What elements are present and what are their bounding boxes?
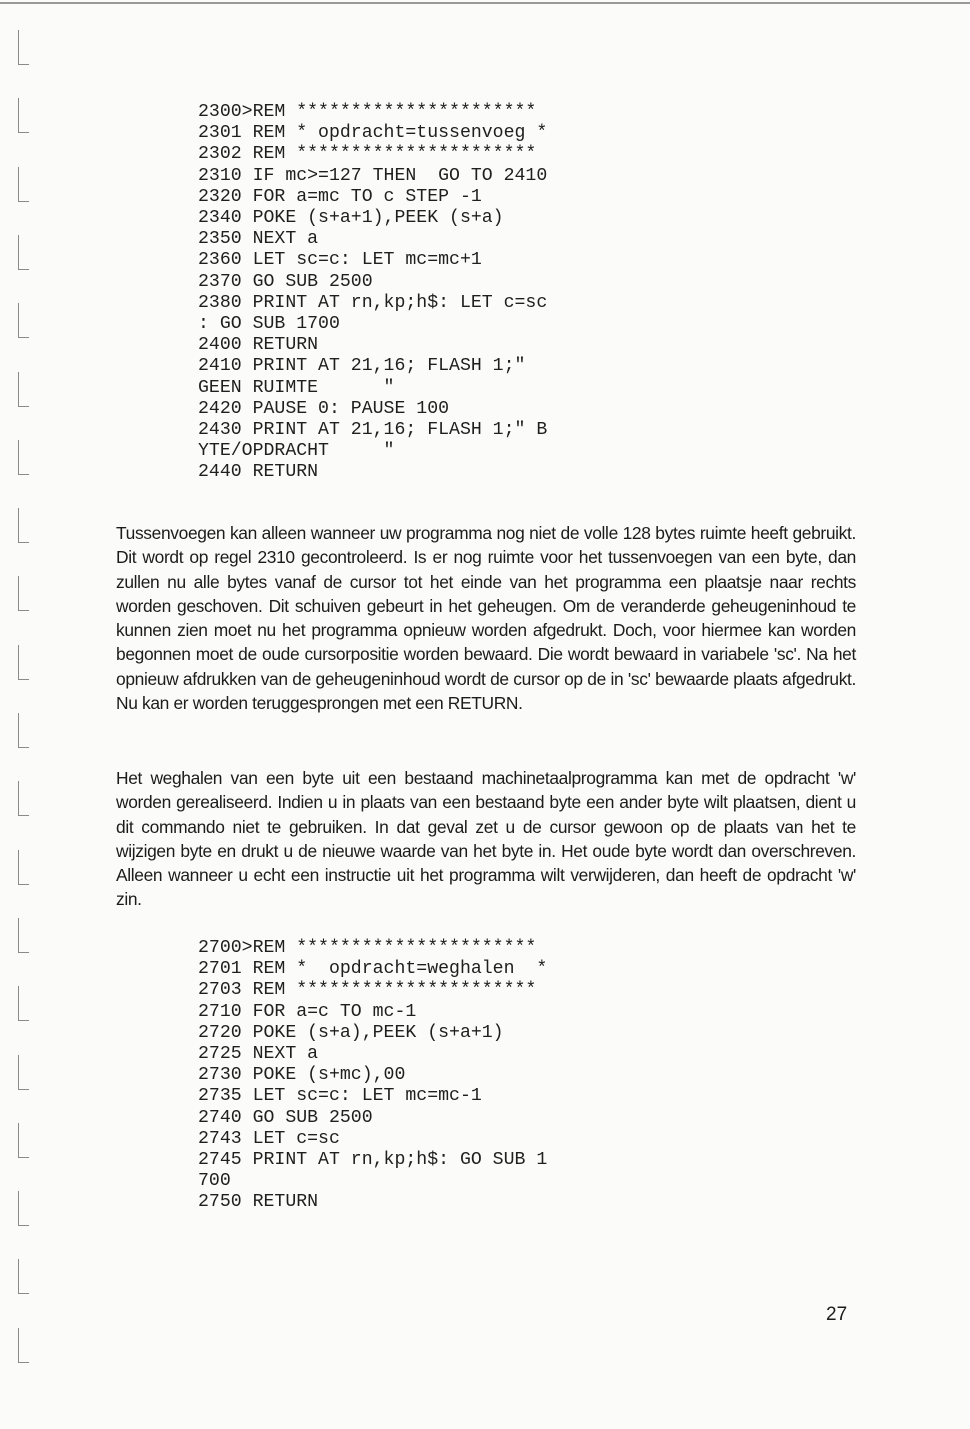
code-listing-tussenvoeg: 2300>REM ********************** 2301 REM * opdracht=tussenvoeg * 2302 REM ********************** 2310 IF mc>=127 THEN GO TO 2410 2320 FOR a=mc TO c STEP -1 2340 POKE (s+a+1),PEEK (s+a) 2350 NEXT a 2360 LET sc=c: LET mc=mc+1 2370 GO SUB 2500 2380 PRINT AT rn,kp;h$: LET c=sc : GO SUB 1700 2400 RETURN 2410 PRINT AT 21,16; FLASH 1;" GEEN RUIMTE " 2420 PAUSE 0: PAUSE 100 2430 PRINT AT 21,16; FLASH 1;" B YTE/OPDRACHT " 2440 RETURN <box>198 102 548 483</box>
binder-hole-mark <box>18 986 29 1021</box>
binder-hole-mark <box>18 98 29 133</box>
binder-hole-mark <box>18 645 29 680</box>
binder-hole-mark <box>18 781 29 816</box>
binder-hole-mark <box>18 1191 29 1226</box>
binder-hole-mark <box>18 918 29 953</box>
binder-hole-mark <box>18 1328 29 1363</box>
binder-holes <box>0 0 40 1429</box>
binder-hole-mark <box>18 850 29 885</box>
binder-hole-mark <box>18 1259 29 1294</box>
page-number: 27 <box>826 1304 848 1325</box>
binder-hole-mark <box>18 235 29 270</box>
page-top-edge <box>0 2 970 4</box>
binder-hole-mark <box>18 30 29 65</box>
binder-hole-mark <box>18 1055 29 1090</box>
binder-hole-mark <box>18 372 29 407</box>
binder-hole-mark <box>18 440 29 475</box>
binder-hole-mark <box>18 167 29 202</box>
paragraph-tussenvoegen: Tussenvoegen kan alleen wanneer uw programma nog niet de volle 128 bytes ruimte heeft gebruikt. Dit wordt op regel 2310 gecontroleerd. Is er nog ruimte voor het tussenvoegen van een byte, dan zullen nu alle bytes vanaf de cursor tot het einde van het programma een plaatsje naar rechts worden geschoven. Dit schuiven gebeurt in het geheugen. Om de veranderde geheugeninhoud te kunnen zien moet nu het programma opnieuw worden afgedrukt. Doch, voor hiermee kan worden begonnen moet de oude cursorpositie worden bewaard. Die wordt bewaard in variabele 'sc'. Na het opnieuw afdrukken van de geheugeninhoud wordt de cursor op de in 'sc' bewaarde plaats afgedrukt. Nu kan er worden teruggesprongen met een RETURN. <box>116 523 856 714</box>
binder-hole-mark <box>18 508 29 543</box>
binder-hole-mark <box>18 713 29 748</box>
binder-hole-mark <box>18 1123 29 1158</box>
binder-hole-mark <box>18 576 29 611</box>
binder-hole-mark <box>18 303 29 338</box>
paragraph-weghalen: Het weghalen van een byte uit een bestaand machinetaalprogramma kan met de opdracht 'w' worden gerealiseerd. Indien u in plaats van een bestaand byte een ander byte wilt plaatsen, dient u dit commando niet te gebruiken. In dat geval zet u de cursor gewoon op de plaats van het te wijzigen byte en drukt u de nieuwe waarde van het byte in. Het oude byte wordt dan overschreven. Alleen wanneer u echt een instructie uit het programma wilt verwijderen, dan heeft de opdracht 'w' zin. <box>116 768 856 910</box>
code-listing-weghalen: 2700>REM ********************** 2701 REM * opdracht=weghalen * 2703 REM ********************** 2710 FOR a=c TO mc-1 2720 POKE (s+a),PEEK (s+a+1) 2725 NEXT a 2730 POKE (s+mc),00 2735 LET sc=c: LET mc=mc-1 2740 GO SUB 2500 2743 LET c=sc 2745 PRINT AT rn,kp;h$: GO SUB 1 700 2750 RETURN <box>198 938 548 1213</box>
